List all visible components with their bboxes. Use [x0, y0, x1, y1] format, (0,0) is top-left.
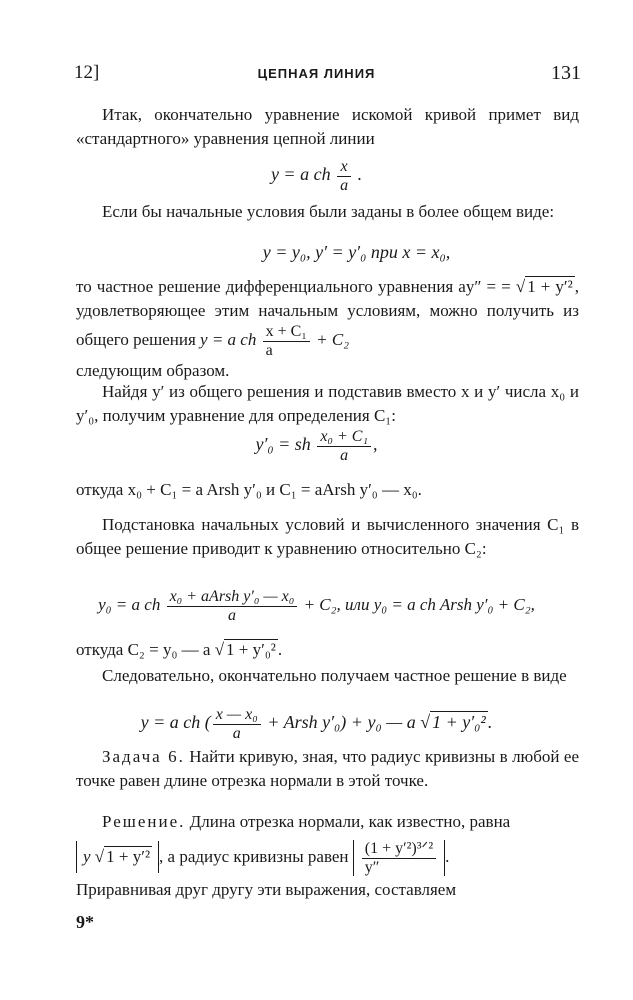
paragraph-c1: откуда x₀ + C₁ = a Arsh y′₀ и C₁ = aArsh y′₀ — x₀. — [76, 480, 422, 499]
equation-c2: y₀ = a ch $\frac{\text{x₀ + aArsh y′₀ — x₀}}{a}$ + C₂, или y₀ = a ch Arsh y′₀ + C₂, — [98, 588, 535, 624]
page-number: 131 — [551, 62, 581, 84]
section-number: 12] — [74, 62, 100, 83]
running-title: ЦЕПНАЯ ЛИНИЯ — [257, 66, 376, 81]
paragraph-c2-result: откуда C₂ = y₀ — a √ 1 + y′₀² . — [76, 640, 283, 659]
equation-catenary: y = a ch $\frac{x}{a}$ . — [270, 158, 363, 194]
fraction: $\frac{x}{a}$ — [337, 158, 351, 194]
equation-initial-conditions: y = y₀, y′ = y′₀ при x = x₀, — [262, 242, 451, 262]
equation-final-solution: y = a ch ( $\frac{\text{x — x₀}}{a}$ + Arsh y′₀) + y₀ — a √ 1 + y′₀² . — [140, 706, 493, 742]
paragraph-general-conditions: Если бы начальные условия были заданы в более общем виде: — [102, 202, 555, 221]
paragraph-particular-solution: то частное решение дифференциального уравнения ay″ = = √ 1 + y′² , удовлетворяющее этим начальным условиям, можно получить из общего решения y = a ch $\frac{\text{x + C₁}}{a}$ + C₂ следующим образом. — [76, 277, 579, 381]
solution-expressions: y √ 1 + y′² , а радиус кривизны равен $\frac{\text{(1 + y′²)³ᐟ²}}{y''}$ . — [76, 840, 579, 876]
paragraph-substitution: Подстановка начальных условий и вычисленного значения C₁ в общее решение приводит к уравнению относительно C₂: — [76, 515, 579, 558]
signature-mark: 9* — [76, 912, 94, 932]
task-label: Задача 6. — [102, 747, 185, 766]
task-6: Задача 6. Найти кривую, зная, что радиус кривизны в любой ее точке равен длине отрезка нормали в этой точке. — [76, 747, 579, 790]
solution-label: Решение. — [102, 812, 186, 831]
equation-sh: y′₀ = sh $\frac{\text{x₀ + C₁}}{a}$ , — [255, 428, 378, 464]
paragraph-last-line: Приравнивая друг другу эти выражения, составляем — [76, 880, 457, 899]
paragraph-conclusion: Следовательно, окончательно получаем частное решение в виде — [102, 666, 567, 685]
paragraph-find-derivative: Найдя y′ из общего решения и подставив вместо x и y′ числа x₀ и y′₀, получим уравнение для определения C₁: — [76, 382, 579, 425]
solution-paragraph: Решение. Длина отрезка нормали, как известно, равна — [102, 812, 511, 831]
paragraph-intro: Итак, окончательно уравнение искомой кривой примет вид «стандартного» уравнения цепной линии — [76, 105, 579, 148]
